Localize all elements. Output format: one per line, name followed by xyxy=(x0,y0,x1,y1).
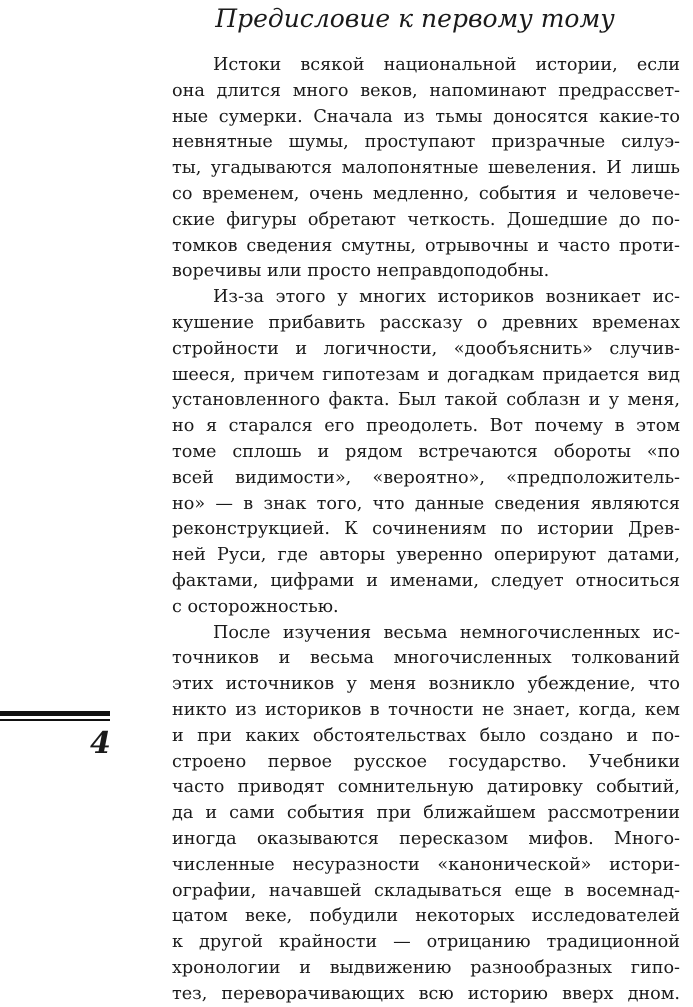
text-line: ные сумерки. Сначала из тьмы доносятся какие-то xyxy=(172,106,680,127)
text-line: точников и весьма многочисленных толкований xyxy=(172,648,680,669)
text-line: со временем, очень медленно, события и человече- xyxy=(172,183,680,204)
text-line: она длится много веков, напоминают предрассвет- xyxy=(172,80,680,101)
text-line: этих источников у меня возникло убеждение, что xyxy=(172,674,680,695)
text-line: ографии, начавшей складываться еще в восемнад- xyxy=(172,880,680,901)
text-line: невнятные шумы, проступают призрачные силуэ- xyxy=(172,132,680,153)
text-line: шееся, причем гипотезам и догадкам придается вид xyxy=(172,364,680,385)
text-line: строено первое русское государство. Учебники xyxy=(172,751,680,772)
text-line: но я старался его преодолеть. Вот почему в этом xyxy=(172,416,680,437)
text-line: никто из историков в точности не знает, когда, кем xyxy=(172,699,680,720)
text-line: но» — в знак того, что данные сведения являются xyxy=(172,493,680,514)
margin-rule-thick xyxy=(0,711,110,716)
text-line: всей видимости», «вероятно», «предположитель- xyxy=(172,467,680,488)
paragraph-1 xyxy=(172,53,680,285)
page-number: 4 xyxy=(90,726,111,761)
text-line: фактами, цифрами и именами, следует относиться xyxy=(172,570,680,591)
text-line: с осторожностью. xyxy=(172,596,339,617)
text-line: цатом веке, побудили некоторых исследователей xyxy=(172,906,680,927)
text-line: к другой крайности — отрицанию традиционной xyxy=(172,932,680,953)
text-line: воречивы или просто неправдоподобны. xyxy=(172,261,550,282)
text-line: установленного факта. Был такой соблазн и у меня, xyxy=(172,390,680,411)
text-line: кушение прибавить рассказу о древних временах xyxy=(172,312,680,333)
text-line: томков сведения смутны, отрывочны и часто проти- xyxy=(172,235,680,256)
text-line: и при каких обстоятельствах было создано и по- xyxy=(172,725,680,746)
text-line: стройности и логичности, «дообъяснить» случив- xyxy=(172,338,680,359)
text-line: ты, угадываются малопонятные шевеления. И лишь xyxy=(172,158,680,179)
paragraph-3 xyxy=(172,621,680,1007)
text-line: численные несуразности «канонической» истори- xyxy=(172,854,680,875)
body-text xyxy=(172,53,680,1007)
text-line: ские фигуры обретают четкость. Дошедшие до по- xyxy=(172,209,680,230)
margin-rule-thin xyxy=(0,719,110,721)
text-line: Из-за этого у многих историков возникает ис- xyxy=(213,287,680,308)
text-line: тез, переворачивающих всю историю вверх дном. xyxy=(172,983,680,1004)
text-line: часто приводят сомнительную датировку событий, xyxy=(172,777,680,798)
text-line: да и сами события при ближайшем рассмотрении xyxy=(172,803,680,824)
text-line: реконструкцией. К сочинениям по истории Древ- xyxy=(172,519,680,540)
text-line: иногда оказываются пересказом мифов. Много- xyxy=(172,828,680,849)
text-line: Истоки всякой национальной истории, если xyxy=(213,55,680,75)
paragraph-2 xyxy=(172,285,680,620)
text-line: томе сплошь и рядом встречаются обороты «по xyxy=(172,441,680,462)
text-line: После изучения весьма немногочисленных ис- xyxy=(213,622,680,643)
chapter-title: Предисловие к первому тому xyxy=(215,4,615,33)
text-line: ней Руси, где авторы уверенно оперируют датами, xyxy=(172,545,680,566)
text-line: хронологии и выдвижению разнообразных гипо- xyxy=(172,957,680,978)
